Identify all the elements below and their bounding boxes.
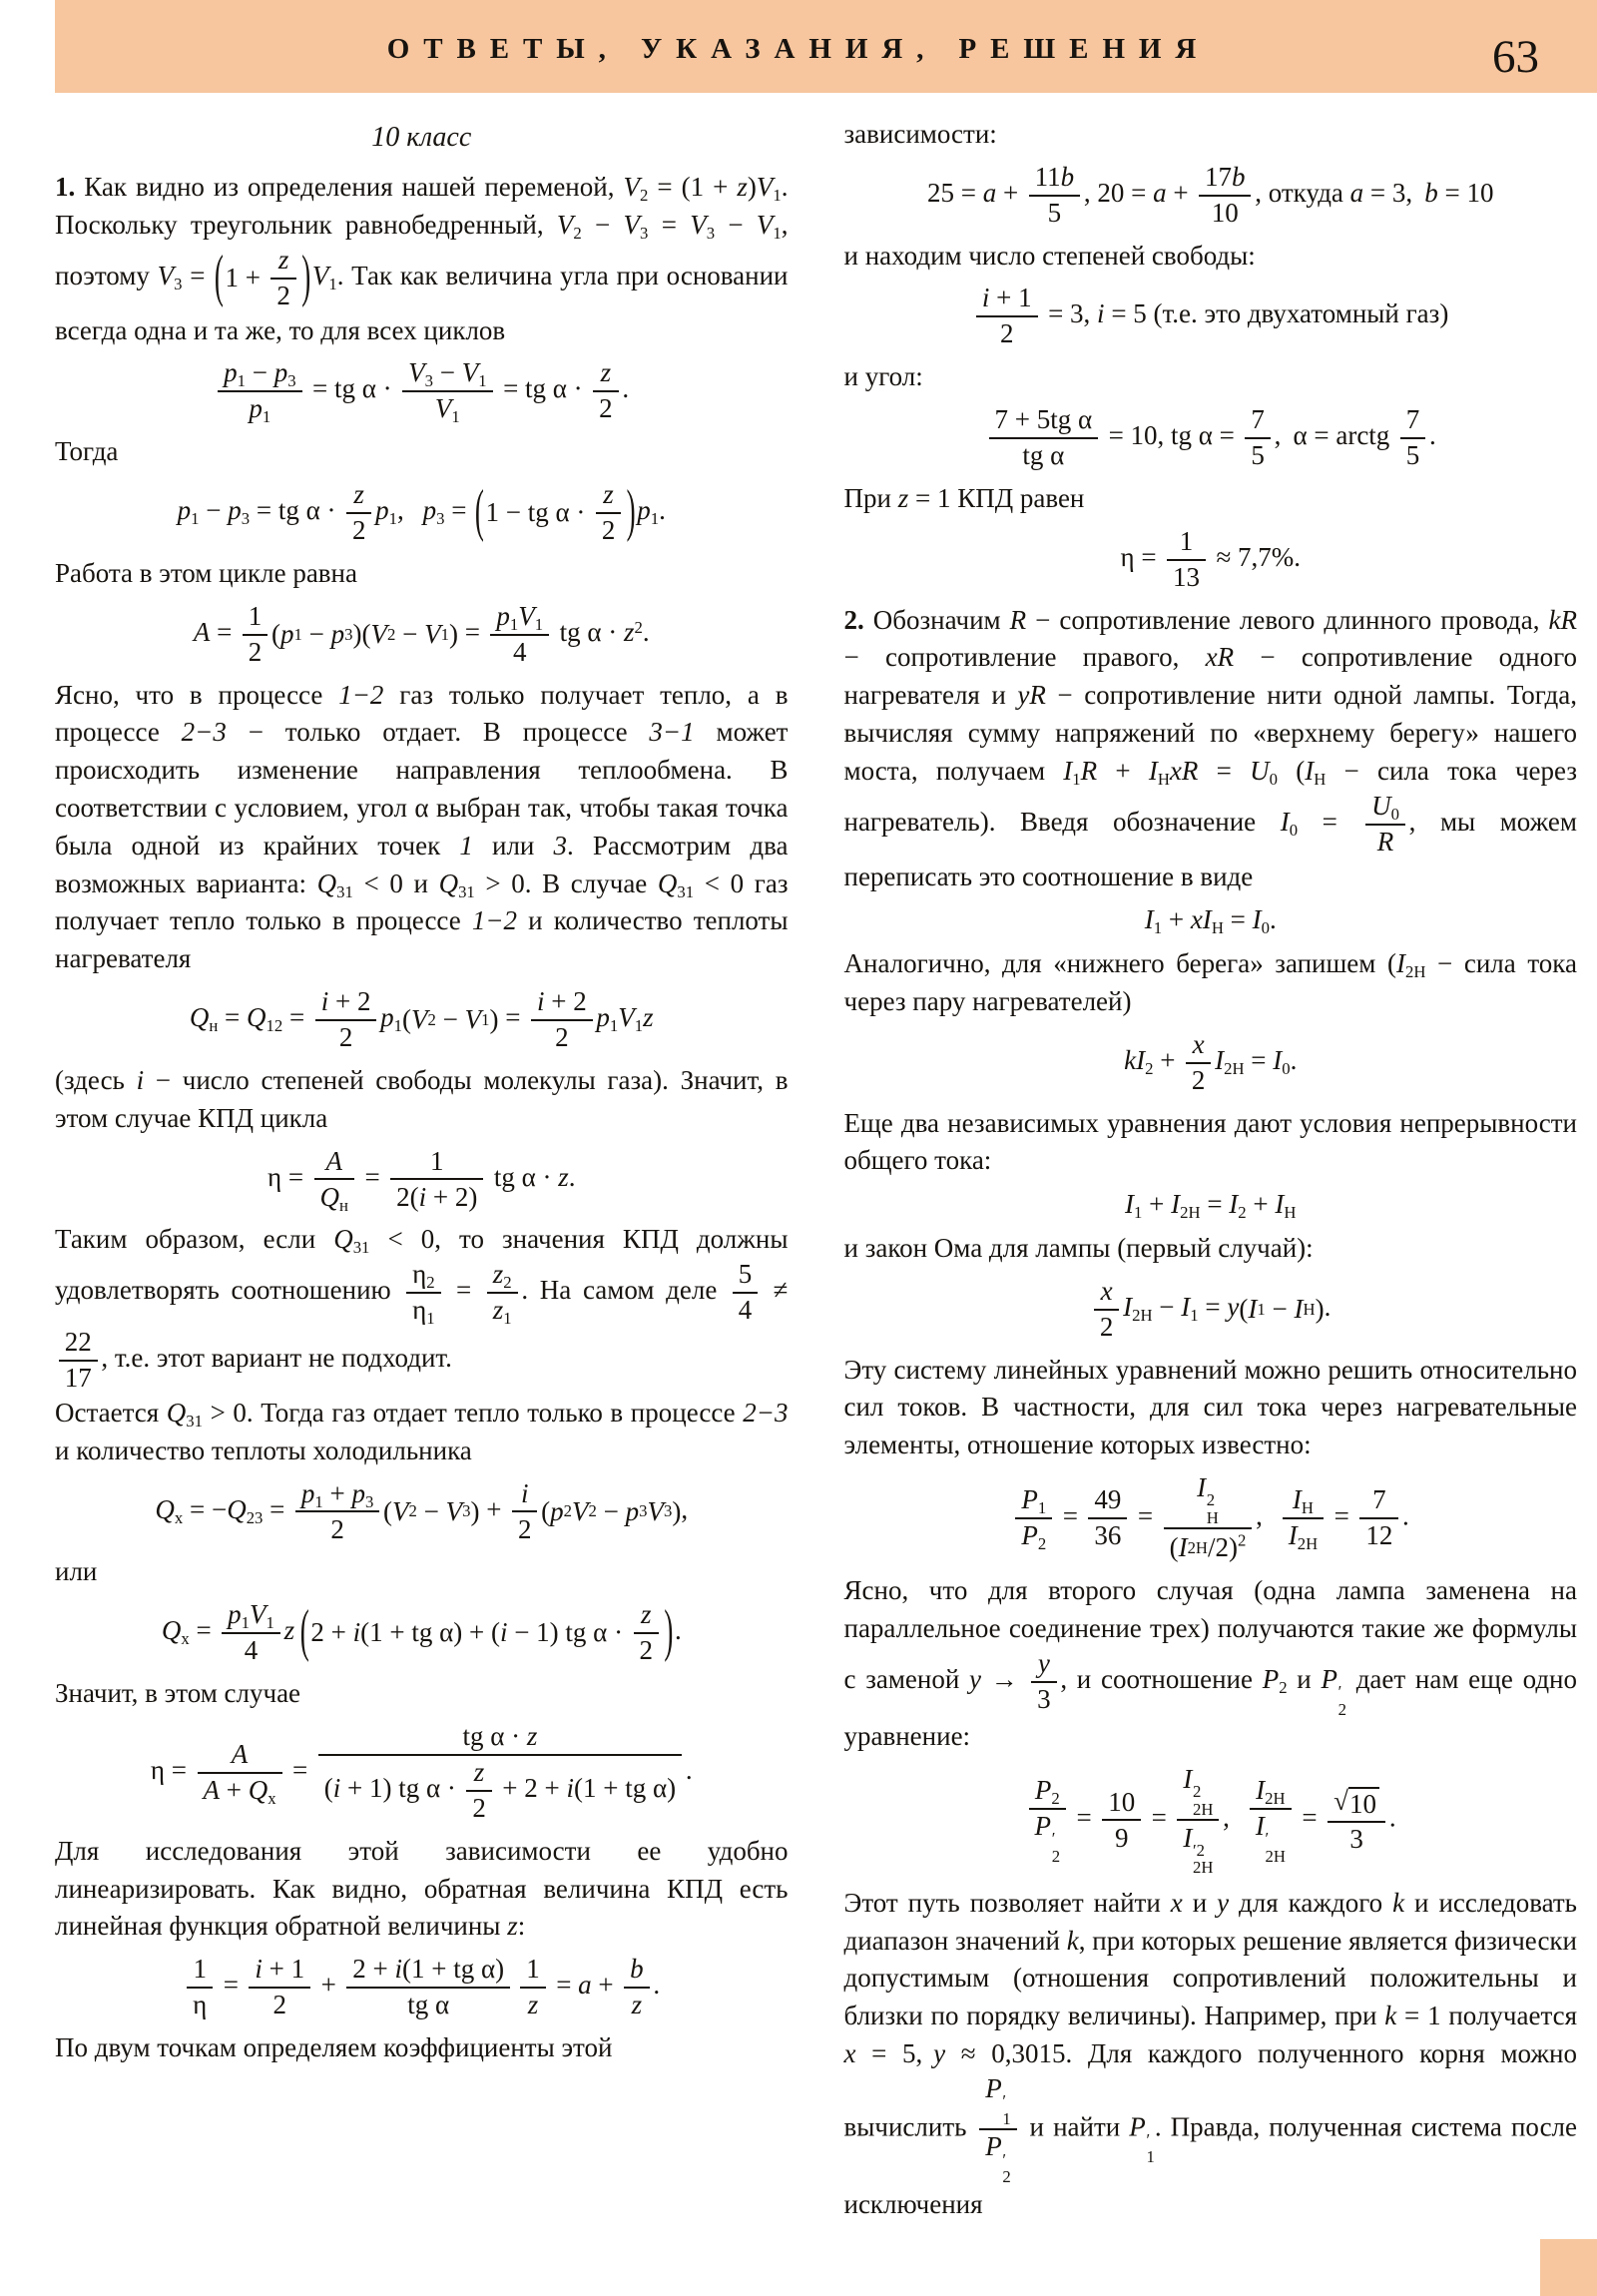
formula: η = $\frac{A}{Q_н}$ = $\frac{1}{2(i + 2)}$ tg α · z. <box>266 1145 576 1215</box>
formula: $\frac{p_1 - p_3}{p_1}$ = tg α · $\frac{V_3 - V_1}{V_1}$ = tg α · $\frac{z}{2}$ . <box>55 357 789 425</box>
formula: A = $\frac{1}{2}$ ( p 1 − p 3 ) ( V 2 − V 1 ) = $\frac{p_1V_1}{4}$ tg $\alpha \cdot z^2$. <box>193 600 650 667</box>
formula: $I_1 + I_{2Н} = I_2 + I_Н$ <box>1125 1189 1297 1223</box>
formula: $Q_х = -Q_{23}$ = $\frac{p_1 + p_3}{2}$ ( V 2 − V 3 ) + $\frac{i}{2}$ ( p 2 V 2 − p 3 V 3 ) , <box>155 1477 689 1544</box>
paragraph: и закон Ома для лампы (первый случай): <box>843 1232 1314 1263</box>
paragraph: Остается $Q_{31} > 0$. Тогда газ отдает тепло только в процессе 2−3 и количество теплоты холодильника <box>55 1397 789 1465</box>
paragraph: Тогда <box>55 436 119 467</box>
paragraph: (здесь i − число степеней свободы молекулы газа). Значит, в этом случае КПД цикла <box>55 1064 789 1133</box>
formula: $kI_2$ + $\frac{x}{2}$ $I_{2Н} = I_0$. <box>1124 1028 1298 1095</box>
paragraph: зависимости: <box>843 119 997 149</box>
formula: $Q_н = Q_{12}$ = $\frac{i + 2}{2}$ $p_1$ ( V 2 − V 1 ) = $\frac{i + 2}{2}$ $p_1V_1z$ <box>189 986 654 1053</box>
paragraph: Для исследования этой зависимости ее удобно линеаризировать. Как видно, обратная величина КПД есть линейная функция обратной величины z: <box>55 1835 789 1942</box>
paragraph: Ясно, что в процессе 1−2 газ только получает тепло, а в процессе 2−3 − только отдает. В процессе 3−1 может происходить изменение направления теплообмена. В соответствии с условием, угол α выбран так, чтобы такая точка была одной из крайних точек 1 или 3. Рассмотрим два возможных варианта: $Q_{31} < 0$ и $Q_{31} > 0$. В случае $Q_{31} < 0$ газ получает тепло только в процессе 1−2 и количество теплоты нагревателя <box>55 679 789 974</box>
formula: η = $\frac{A}{A + Q_х}$ = tg α · z (i + 1) tg α · $\frac{z}{2}$ + 2 + i(1 + tg α) . <box>150 1720 693 1823</box>
formula: η = $\frac{1}{13}$ ≈ 7,7%. <box>1120 525 1302 592</box>
paragraph: и угол: <box>843 361 923 392</box>
formula: $\frac{1}{\eta}$ = $\frac{i + 1}{2}$ + $\frac{\text{2 + i(1 + tg α)}}{\text{tg α}}$ $\frac{1}{z}$ = a + $\frac{b}{z}$ . <box>55 1954 789 2021</box>
paragraph: Аналогично, для «нижнего берега» запишем ($I_{2Н}$ − сила тока через пару нагревателей) <box>843 948 1577 1016</box>
paragraph: Эту систему линейных уравнений можно решить относительно сил токов. В частности, для сил тока через нагревательные элементы, отношение которых известно: <box>843 1354 1577 1460</box>
paragraph: Еще два независимых уравнения дают условия непрерывности общего тока: <box>843 1107 1577 1176</box>
formula: $p_1 - p_3$ = tg α · $\frac{z}{2}$ $p_1$, $p_3$ = ( 1 − tg α · $\frac{z}{2}$ ) $p_1$. <box>177 478 666 546</box>
right-column <box>844 116 1578 2223</box>
paragraph: и находим число степеней свободы: <box>843 240 1256 271</box>
paragraph: Работа в этом цикле равна <box>55 558 357 588</box>
formula: $I_1 + xI_Н = I_0$. <box>1144 904 1277 938</box>
formula: $\frac{P_1}{P_2}$ = $\frac{49}{36}$ = I 2 Н ( I 2Н /2 ) $^2$ , $\frac{I_Н}{I_{2Н}}$ = $\frac{7}{12}$ . <box>844 1472 1578 1564</box>
paragraph: 1. Как видно из определения нашей переменой, $V_2 = (1 + z)V_1$. Поскольку треугольник равнобедренный, $V_2 - V_3 = V_3 - V_1$, поэтому $V_3$ = ( 1 + $\frac{z}{2}$ ) $V_1$. Так как величина угла при основании всегда одна и та же, то для всех циклов <box>55 172 789 345</box>
formula: $\frac{i + 1}{2}$ = 3, i = 5 (т.е. это двухатомный газ) <box>844 283 1578 350</box>
paragraph: 2. Обозначим R − сопротивление левого длинного провода, kR − сопротивление правого, xR − сопротивление одного нагревателя и yR − сопротивление нити одной лампы. Тогда, вычисляя сумму напряжений по «верхнему берегу» нашего моста, получаем $I_1R + I_НxR = U_0$ ($I_Н$ − сила тока через нагреватель). Введя обозначение $I_0$ = $\frac{U_0}{R}$ , мы можем переписать это соотношение в виде <box>843 604 1577 891</box>
corner-square <box>1540 2239 1597 2296</box>
page-title: ОТВЕТЫ, УКАЗАНИЯ, РЕШЕНИЯ <box>386 33 1211 65</box>
paragraph: Значит, в этом случае <box>55 1678 301 1709</box>
paragraph: Ясно, что для второго случая (одна лампа заменена на параллельное соединение трех) получаются такие же формулы с заменой y → $\frac{y}{3}$ , и соотношение $P_2$ и P ′ 2 дает нам еще одно уравнение: <box>843 1575 1578 1752</box>
left-column <box>55 116 789 2223</box>
paragraph: Таким образом, если $Q_{31} < 0$, то значения КПД должны удовлетворять соотношению $\frac{\eta_2}{\eta_1}$ = $\frac{z_2}{z_1}$ . На самом деле $\frac{5}{4}$ ≠ $\frac{22}{17}$ , т.е. этот вариант не подходит. <box>55 1224 789 1394</box>
formula: $P_2$ P ′ 2 = $\frac{10}{9}$ = I 2 2Н I ′2 2Н , $I_{2Н}$ I ′ 2Н = √ 10 3 . <box>844 1764 1578 1877</box>
paragraph: или <box>55 1556 98 1587</box>
formula: $\frac{\text{7 + 5tg α}}{\text{tg α}}$ = 10, tg α = $\frac{7}{5}$ , α = arctg $\frac{7}{5}$ . <box>844 404 1578 472</box>
paragraph: При z = 1 КПД равен <box>843 483 1085 514</box>
formula: $\frac{x}{2}$ $I_{2Н} - I_1 = y$ ( I 1 − I Н ) . <box>844 1276 1578 1344</box>
content-columns <box>55 116 1577 2223</box>
formula: 25 = a + $\frac{11b}{5}$ , 20 = a + $\frac{17b}{10}$ , откуда a = 3, b = 10 <box>926 161 1494 228</box>
formula: $Q_х$ = $\frac{p_1V_1}{4}$ z ( 2 + i (1 + tg α) + ( i − 1) tg α · $\frac{z}{2}$ ) . <box>161 1598 682 1666</box>
section-subtitle: 10 класс <box>371 122 472 153</box>
paragraph: По двум точкам определяем коэффициенты этой <box>55 2032 613 2063</box>
page-number: 63 <box>1492 31 1539 83</box>
paragraph: Этот путь позволяет найти x и y для каждого k и исследовать диапазон значений k, при которых решение является физически допустимым (отношения сопротивлений положительны и близки по порядку величины). Например, при k = 1 получается x = 5, y ≈ 0,3015. Для каждого полученного корня можно вычислить P ′ 1 P ′ 2 и найти P ′ 1 . Правда, полученная система после исключения <box>843 1887 1578 2219</box>
